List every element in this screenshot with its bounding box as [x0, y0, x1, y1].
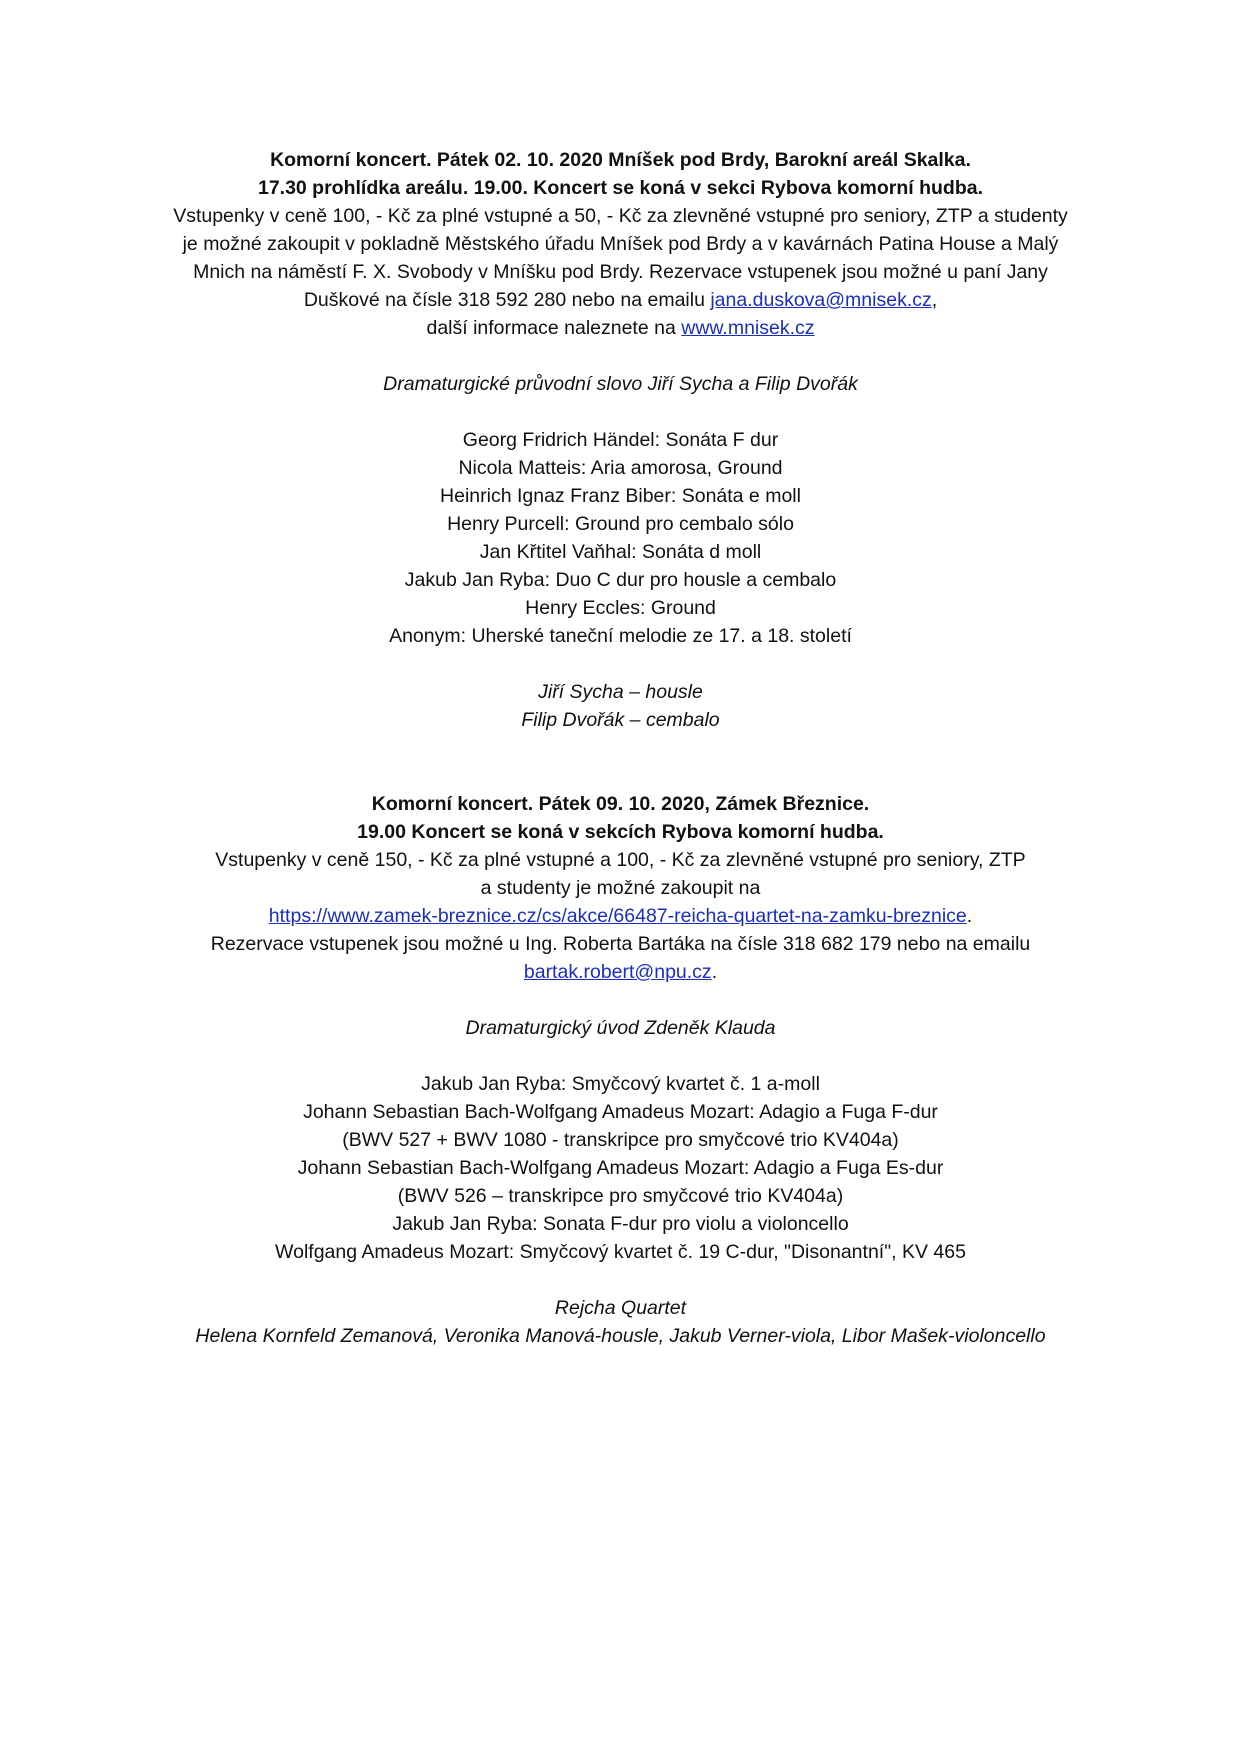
concert-1-info-5-prefix: další informace naleznete na — [426, 317, 682, 339]
concert-1-performers — [100, 678, 1141, 734]
concert-1-info-4 — [100, 286, 1141, 314]
program-item: Henry Eccles: Ground — [525, 597, 716, 619]
program-item: Johann Sebastian Bach-Wolfgang Amadeus Mozart: Adagio a Fuga F-dur — [303, 1101, 938, 1123]
concert-1-program — [100, 426, 1141, 650]
program-item: Jakub Jan Ryba: Duo C dur pro housle a cembalo — [404, 569, 837, 591]
concert-2-url-suffix: . — [966, 905, 973, 927]
document-page — [100, 146, 1141, 1350]
program-item: (BWV 527 + BWV 1080 - transkripce pro smyčcové trio KV404a) — [342, 1129, 899, 1151]
concert-2-members: Helena Kornfeld Zemanová, Veronika Manová-housle, Jakub Verner-viola, Libor Mašek-violoncello — [195, 1325, 1046, 1347]
concert-2-ensemble: Rejcha Quartet — [554, 1297, 687, 1319]
concert-2-dramaturgy: Dramaturgický úvod Zdeněk Klauda — [465, 1017, 776, 1039]
concert-1-info-3: Mnich na náměstí F. X. Svobody v Mníšku pod Brdy. Rezervace vstupenek jsou možné u paní Jany — [193, 261, 1048, 283]
concert-2-email-link[interactable]: bartak.robert@npu.cz — [523, 961, 712, 983]
concert-1-heading-1: Komorní koncert. Pátek 02. 10. 2020 Mníšek pod Brdy, Barokní areál Skalka. — [270, 149, 971, 171]
concert-1-dramaturgy: Dramaturgické průvodní slovo Jiří Sycha a Filip Dvořák — [383, 373, 858, 395]
program-item: Jakub Jan Ryba: Sonata F-dur pro violu a violoncello — [392, 1213, 849, 1235]
program-item: (BWV 526 – transkripce pro smyčcové trio KV404a) — [397, 1185, 844, 1207]
concert-1-email-link[interactable]: jana.duskova@mnisek.cz — [710, 289, 932, 311]
program-item: Jan Křtitel Vaňhal: Sonáta d moll — [479, 541, 762, 563]
concert-1-info-2: je možné zakoupit v pokladně Městského úřadu Mníšek pod Brdy a v kavárnách Patina House a Malý — [182, 233, 1059, 255]
concert-2-url-link[interactable]: https://www.zamek-breznice.cz/cs/akce/66487-reicha-quartet-na-zamku-breznice — [268, 905, 967, 927]
concert-2-heading-1: Komorní koncert. Pátek 09. 10. 2020, Zámek Březnice. — [371, 793, 870, 815]
concert-2-info-3: Rezervace vstupenek jsou možné u Ing. Roberta Bartáka na čísle 318 682 179 nebo na emailu — [210, 933, 1031, 955]
concert-2-url-line — [100, 902, 1141, 930]
concert-2 — [100, 790, 1141, 1350]
concert-2-info-2: a studenty je možné zakoupit na — [480, 877, 761, 899]
concert-2-email-line — [100, 958, 1141, 986]
concert-2-program — [100, 1070, 1141, 1266]
concert-2-info-1: Vstupenky v ceně 150, - Kč za plné vstupné a 100, - Kč za zlevněné vstupné pro seniory, ZTP — [215, 849, 1026, 871]
concert-2-heading-2: 19.00 Koncert se koná v sekcích Rybova komorní hudba. — [357, 821, 884, 843]
concert-2-email-suffix: . — [711, 961, 718, 983]
concert-1-info-4-suffix: , — [931, 289, 938, 311]
program-item: Anonym: Uherské taneční melodie ze 17. a 18. století — [389, 625, 852, 647]
performer: Jiří Sycha – housle — [538, 681, 703, 703]
program-item: Johann Sebastian Bach-Wolfgang Amadeus Mozart: Adagio a Fuga Es-dur — [297, 1157, 944, 1179]
program-item: Henry Purcell: Ground pro cembalo sólo — [447, 513, 794, 535]
concert-1-info-4-prefix: Duškové na čísle 318 592 280 nebo na emailu — [303, 289, 711, 311]
program-item: Nicola Matteis: Aria amorosa, Ground — [458, 457, 783, 479]
program-item: Heinrich Ignaz Franz Biber: Sonáta e moll — [440, 485, 801, 507]
concert-1-heading-2: 17.30 prohlídka areálu. 19.00. Koncert se koná v sekci Rybova komorní hudba. — [257, 177, 984, 199]
concert-1-website-link[interactable]: www.mnisek.cz — [681, 317, 815, 339]
program-item: Georg Fridrich Händel: Sonáta F dur — [462, 429, 779, 451]
concert-1-info-1: Vstupenky v ceně 100, - Kč za plné vstupné a 50, - Kč za zlevněné vstupné pro seniory, ZTP a studenty — [173, 205, 1068, 227]
program-item: Jakub Jan Ryba: Smyčcový kvartet č. 1 a-moll — [421, 1073, 820, 1095]
concert-1-info-5 — [100, 314, 1141, 342]
performer: Filip Dvořák – cembalo — [521, 709, 720, 731]
program-item: Wolfgang Amadeus Mozart: Smyčcový kvartet č. 19 C-dur, "Disonantní", KV 465 — [275, 1241, 966, 1263]
concert-1 — [100, 146, 1141, 734]
